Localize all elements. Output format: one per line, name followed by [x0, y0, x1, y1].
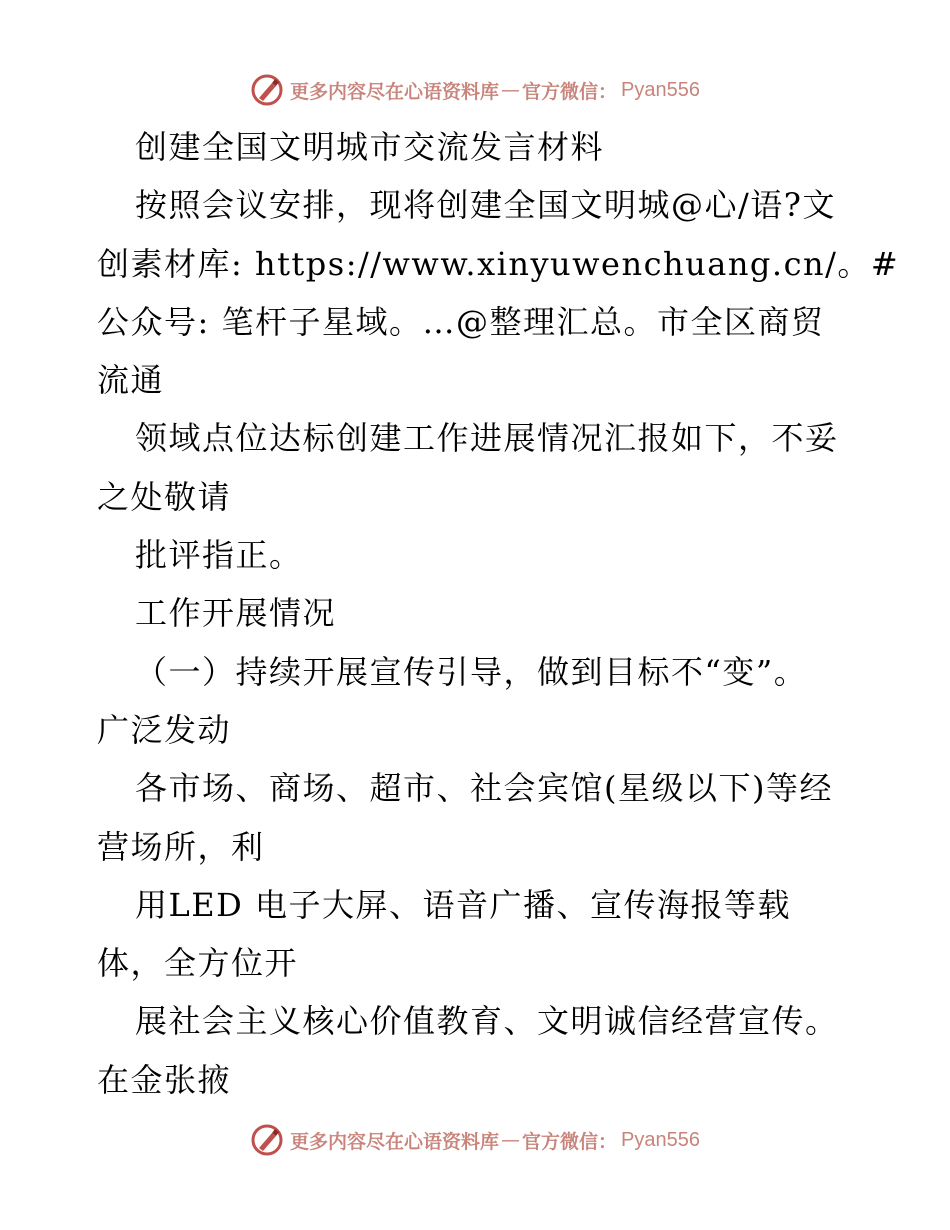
watermark-account: Pyan556: [621, 78, 700, 101]
document-line: 各市场、商场、超市、社会宾馆(星级以下)等经: [135, 769, 833, 808]
document-line: （一）持续开展宣传引导，做到目标不“变”。: [135, 652, 808, 691]
footer-watermark: [0, 1120, 950, 1160]
document-line: 领域点位达标创建工作进展情况汇报如下，不妥: [135, 419, 839, 458]
document-line: 之处敬请: [97, 477, 232, 516]
document-line: 工作开展情况: [135, 594, 337, 633]
document-line: 创素材库: https://www.xinyuwenchuang.cn/。#: [97, 244, 900, 283]
document-line: 批评指正。: [135, 536, 303, 575]
watermark-label: 官方微信：: [522, 1130, 618, 1153]
watermark-account: Pyan556: [621, 1128, 700, 1151]
document-body: [97, 118, 900, 1109]
watermark-text: 更多内容尽在心语资料库: [290, 80, 500, 103]
document-line: 在金张掖: [97, 1060, 232, 1099]
document-line: 体，全方位开: [97, 944, 299, 983]
watermark-dash: —: [501, 79, 521, 101]
document-line: 展社会主义核心价值教育、文明诚信经营宣传。: [135, 1002, 839, 1041]
pen-logo-icon: [250, 1123, 284, 1157]
pen-logo-icon: [250, 73, 284, 107]
document-line: 广泛发动: [97, 710, 232, 749]
watermark-text: 更多内容尽在心语资料库: [290, 1130, 500, 1153]
document-line: 流通: [97, 361, 165, 400]
header-watermark: [0, 70, 950, 110]
document-line: 用LED 电子大屏、语音广播、宣传海报等载: [135, 885, 791, 924]
document-line: 创建全国文明城市交流发言材料: [135, 128, 605, 166]
document-line: 按照会议安排，现将创建全国文明城@心/语?文: [135, 186, 836, 225]
watermark-dash: —: [501, 1129, 521, 1151]
document-line: 公众号: 笔杆子星域。…@整理汇总。市全区商贸: [97, 302, 825, 341]
watermark-label: 官方微信：: [522, 80, 618, 103]
document-line: 营场所，利: [97, 827, 265, 866]
